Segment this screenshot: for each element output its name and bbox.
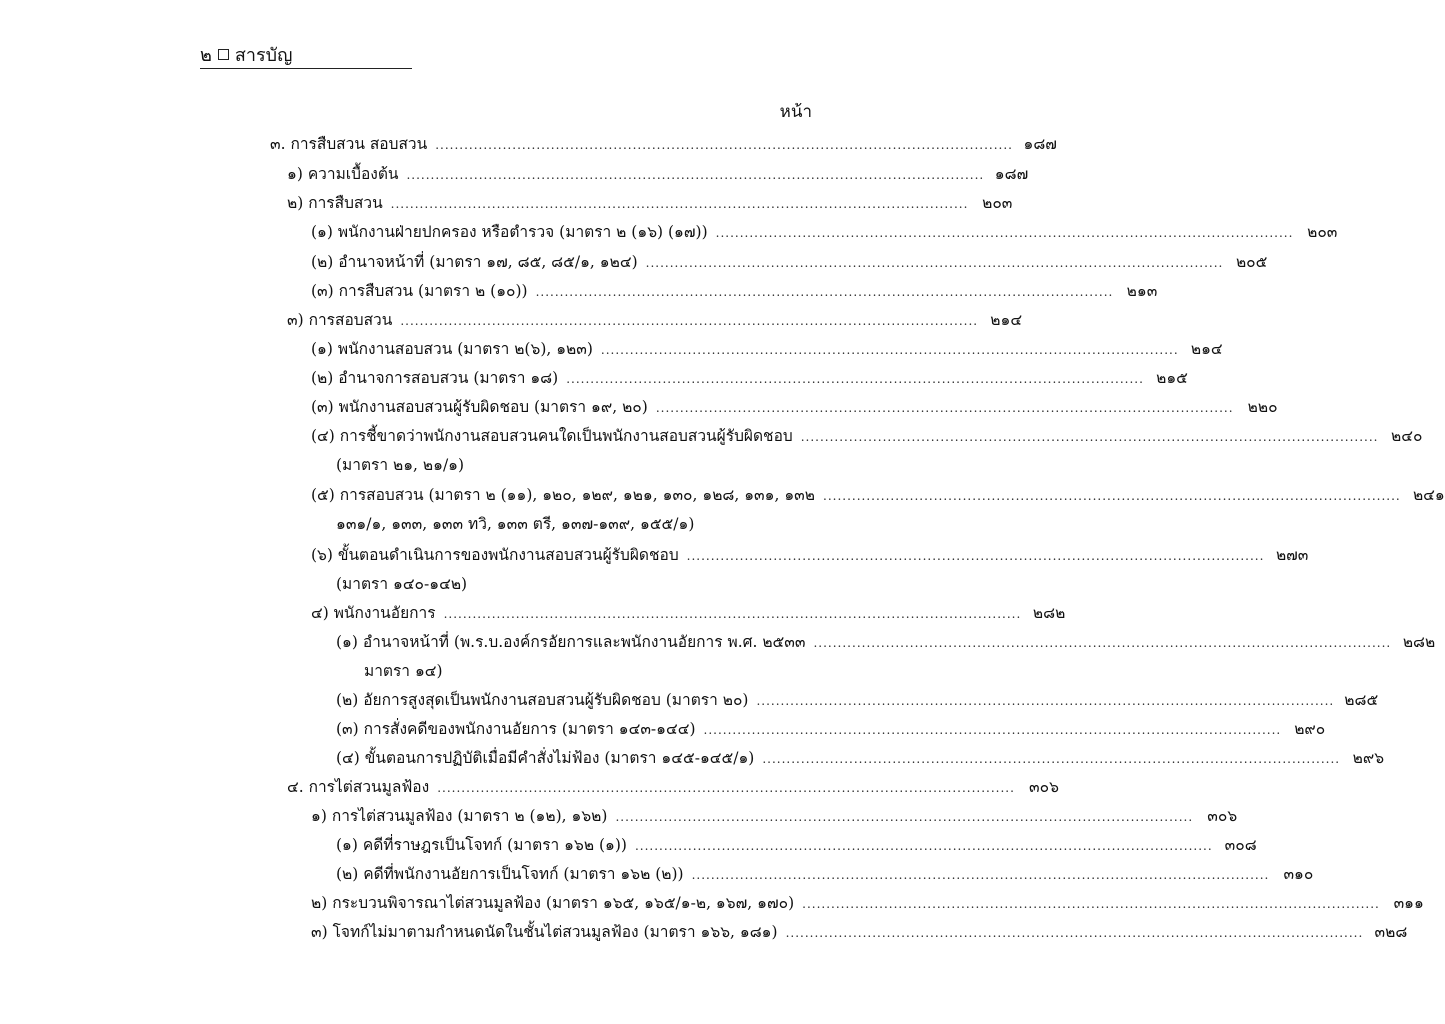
toc-page-number: ๒๘๒ [1032,604,1066,622]
toc-entry[interactable] [311,394,1278,418]
toc-entry[interactable] [287,307,1023,331]
toc-entry-text: (๒) อำนาจการสอบสวน (มาตรา ๑๘) [311,369,559,387]
toc-entry[interactable] [311,219,1338,243]
dot-leader: ........................................................................................................................ [715,226,1294,240]
toc-entry-text: (๒) อัยการสูงสุดเป็นพนักงานสอบสวนผู้รับผิดชอบ (มาตรา ๒๐) [336,691,749,709]
toc-entry[interactable] [311,423,1423,447]
toc-entry-continuation: ๑๓๑/๑, ๑๓๓, ๑๓๓ ทวิ, ๑๓๓ ตรี, ๑๓๗-๑๓๙, ๑๕๕/๑) [336,515,695,533]
dot-leader: ........................................................................................................................ [762,752,1341,766]
toc-entry-text: ๒) กระบวนพิจารณาไต่สวนมูลฟ้อง (มาตรา ๑๖๕, ๑๖๕/๑-๒, ๑๖๗, ๑๗๐) [311,894,795,912]
toc-entry-continuation: มาตรา ๑๔) [364,662,443,680]
dot-leader: ........................................................................................................................ [390,197,969,211]
toc-entry-text: ๔. การไต่สวนมูลฟ้อง [287,778,430,796]
toc-entry-text: ๓. การสืบสวน สอบสวน [270,135,428,153]
toc-entry-text: (๓) พนักงานสอบสวนผู้รับผิดชอบ (มาตรา ๑๙, ๒๐) [311,398,648,416]
toc-entry-text: (๑) อำนาจหน้าที่ (พ.ร.บ.องค์กรอัยการและพนักงานอัยการ พ.ศ. ๒๕๓๓ [336,633,806,651]
toc-entry[interactable] [311,365,1188,389]
toc-page-number: ๓๑๑ [1393,894,1424,912]
toc-entry[interactable] [336,745,1385,769]
toc-page-number: ๒๙๐ [1294,720,1326,738]
toc-page-number: ๓๑๐ [1283,865,1314,883]
toc-entry[interactable] [270,131,1057,155]
toc-entry[interactable] [287,161,1029,185]
toc-entry-continuation: (มาตรา ๑๔๐-๑๔๒) [336,575,468,593]
toc-page-number: ๒๑๔ [1190,340,1223,358]
dot-leader: ........................................................................................................................ [756,694,1335,708]
toc-entry-text: ๑) การไต่สวนมูลฟ้อง (มาตรา ๒ (๑๒), ๑๖๒) [311,807,608,825]
dot-leader: ........................................................................................................................ [785,926,1364,940]
toc-entry[interactable] [311,803,1238,827]
dot-leader: ........................................................................................................................ [437,781,1015,795]
toc-entry-text: ๔) พนักงานอัยการ [311,604,436,622]
dot-leader: ........................................................................................................................ [655,401,1234,415]
toc-page-number: ๒๐๓ [1307,223,1338,241]
toc-entry[interactable] [336,629,1436,653]
toc-entry[interactable] [311,919,1408,943]
toc-entry[interactable] [336,716,1326,740]
dot-leader: ........................................................................................................................ [535,285,1114,299]
toc-page-number: ๓๐๖ [1029,778,1059,796]
dot-leader: ........................................................................................................................ [600,343,1179,357]
toc-entry-text: (๓) การสั่งคดีของพนักงานอัยการ (มาตรา ๑๔๓-๑๔๔) [336,720,696,738]
dot-leader: ........................................................................................................................ [686,549,1265,563]
toc-page-number: ๒๐๓ [982,194,1013,212]
dot-leader: ........................................................................................................................ [645,256,1224,270]
toc-entry-text: (๓) การสืบสวน (มาตรา ๒ (๑๐)) [311,282,528,300]
toc-page-number: ๒๙๖ [1352,749,1385,767]
dot-leader: ........................................................................................................................ [634,839,1213,853]
toc-entry[interactable] [287,774,1059,798]
dot-leader: ........................................................................................................................ [691,868,1270,882]
dot-leader: ........................................................................................................................ [435,138,1013,152]
toc-entry-text: (๕) การสอบสวน (มาตรา ๒ (๑๑), ๑๒๐, ๑๒๙, ๑๒๑, ๑๓๐, ๑๒๘, ๑๓๑, ๑๓๒ [311,486,815,504]
toc-entry[interactable] [311,336,1223,360]
toc-entry[interactable] [311,542,1309,566]
toc-page-number: ๒๘๒ [1402,633,1436,651]
toc-entry[interactable] [311,482,1445,506]
toc-entry[interactable] [287,190,1013,214]
toc-page-number: ๒๑๔ [990,311,1023,329]
toc-page-number: ๒๔๑ [1412,486,1445,504]
toc-entry-text: ๓) การสอบสวน [287,311,393,329]
toc-entry[interactable] [311,600,1066,624]
toc-entry-text: (๑) คดีที่ราษฎรเป็นโจทก์ (มาตรา ๑๖๒ (๑)) [336,836,627,854]
toc-entry-text: (๔) ขั้นตอนการปฏิบัติเมื่อมีคำสั่งไม่ฟ้อง (มาตรา ๑๔๕-๑๔๕/๑) [336,749,755,767]
toc-entry-text: ๒) การสืบสวน [287,194,383,212]
toc-entry[interactable] [336,861,1314,885]
dot-leader: ........................................................................................................................ [800,430,1379,444]
toc-page-number: ๒๐๕ [1235,253,1268,271]
toc-entry-text: (๔) การชี้ขาดว่าพนักงานสอบสวนคนใดเป็นพนักงานสอบสวนผู้รับผิดชอบ [311,427,793,445]
toc-entry[interactable] [336,687,1379,711]
toc-page-number: ๒๘๕ [1344,691,1379,709]
toc-page-number: ๒๑๕ [1156,369,1188,387]
page-column-label: หน้า [779,102,812,122]
toc-entry-text: (๒) อำนาจหน้าที่ (มาตรา ๑๗, ๘๕, ๘๕/๑, ๑๒๔) [311,253,638,271]
dot-leader: ........................................................................................................................ [813,636,1392,650]
dot-leader: ........................................................................................................................ [443,607,1022,621]
toc-page-number: ๒๔๐ [1391,427,1423,445]
toc-entry[interactable] [336,832,1257,856]
toc-entry[interactable] [311,278,1158,302]
toc-entry-continuation: (มาตรา ๒๑, ๒๑/๑) [336,456,465,474]
toc-entry[interactable] [311,249,1268,273]
toc-page-number: ๒๗๓ [1275,546,1309,564]
toc-entry-text: ๓) โจทก์ไม่มาตามกำหนดนัดในชั้นไต่สวนมูลฟ้อง (มาตรา ๑๖๖, ๑๘๑) [311,923,778,941]
toc-entry-text: (๑) พนักงานสอบสวน (มาตรา ๒(๖), ๑๒๓) [311,340,593,358]
dot-leader: ........................................................................................................................ [823,489,1401,503]
toc-entry[interactable] [311,890,1424,914]
toc-page-number: ๒๑๓ [1126,282,1158,300]
toc-page-number: ๑๘๗ [1023,135,1057,153]
dot-leader: ........................................................................................................................ [566,372,1144,386]
toc-entry-text: (๒) คดีที่พนักงานอัยการเป็นโจทก์ (มาตรา ๑๖๒ (๒)) [336,865,684,883]
dot-leader: ........................................................................................................................ [703,723,1282,737]
toc-page-number: ๑๘๗ [994,165,1029,183]
toc-page-number: ๓๒๘ [1374,923,1408,941]
dot-leader: ........................................................................................................................ [400,314,979,328]
page-number: ๒ [200,44,212,66]
toc-entry-text: (๖) ขั้นตอนดำเนินการของพนักงานสอบสวนผู้รับผิดชอบ [311,546,679,564]
toc-page-number: ๓๐๖ [1207,807,1238,825]
toc-page-number: ๒๒๐ [1247,398,1278,416]
toc-entry-text: (๑) พนักงานฝ่ายปกครอง หรือตำรวจ (มาตรา ๒ (๑๖) (๑๗)) [311,223,708,241]
dot-leader: ........................................................................................................................ [615,810,1194,824]
toc-page-number: ๓๐๘ [1224,836,1257,854]
dot-leader: ........................................................................................................................ [802,897,1380,911]
header-title: สารบัญ [234,44,293,66]
dot-leader: ........................................................................................................................ [406,168,985,182]
toc-entry-text: ๑) ความเบื้องต้น [287,165,399,183]
